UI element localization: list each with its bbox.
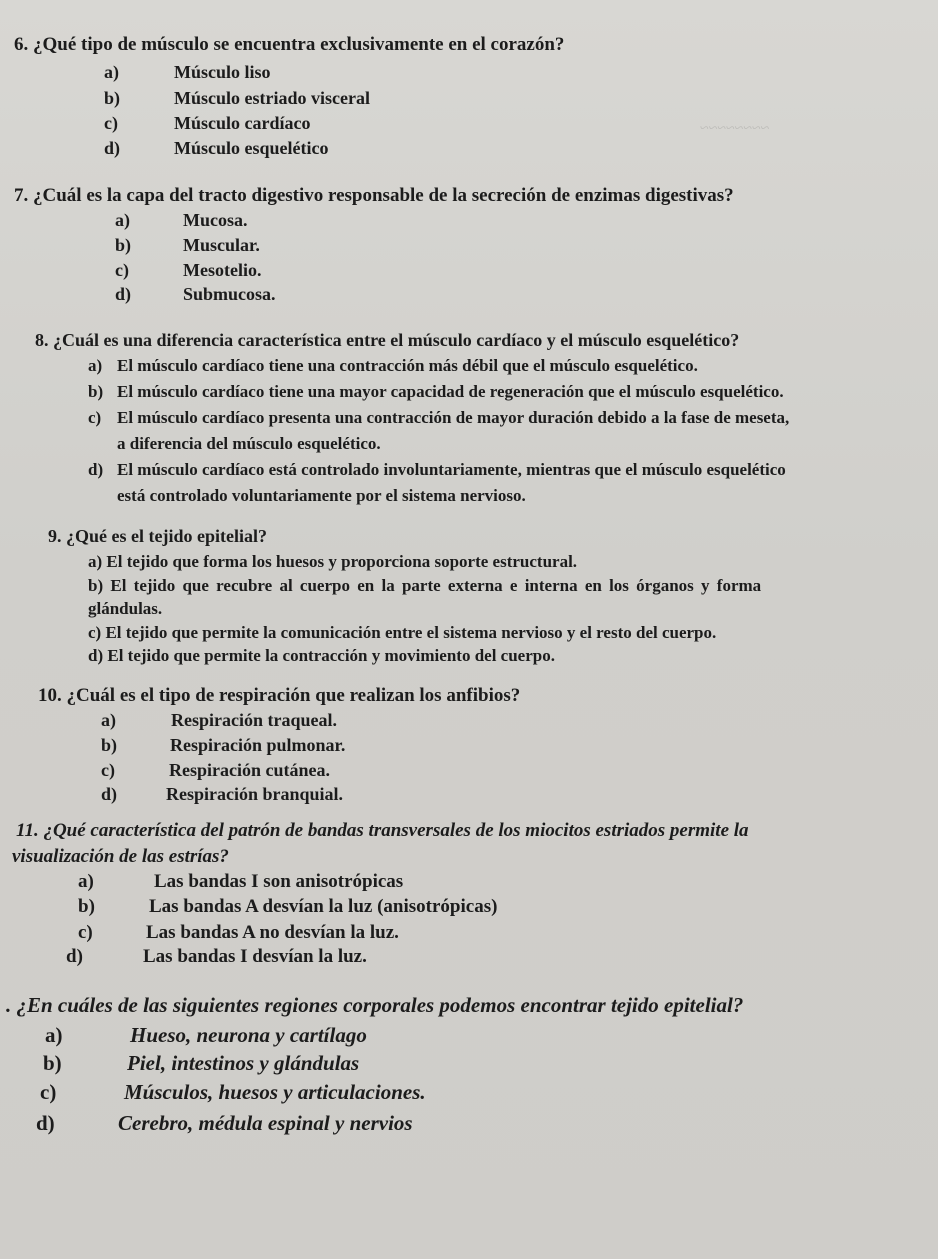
option-text: Músculo esquelético [174,138,329,158]
option-letter: c) [78,922,93,943]
option-text: Piel, intestinos y glándulas [127,1051,360,1075]
option-letter: a) [88,356,103,375]
question-6-number: 6. [14,34,29,55]
option-letter: c) [88,408,102,427]
option-text: Respiración branquial. [166,784,344,804]
question-10 [38,685,520,707]
option-letter: d) [88,460,104,479]
option-text: Músculos, huesos y articulaciones. [124,1080,426,1104]
option-text: Las bandas A desvían la luz (anisotrópicas) [149,896,498,917]
option-text: Hueso, neurona y cartílago [130,1023,367,1047]
option-letter: d) [104,138,121,158]
option-text: Respiración traqueal. [171,710,337,730]
option-letter: b) [43,1051,62,1075]
option-letter: d) [101,784,118,804]
show-through-texture: ~~~~~~~~ [700,120,770,137]
option-letter: a) [104,62,119,82]
option-text: d) El tejido que permite la contracción y movimiento del cuerpo. [88,646,555,665]
option-text: Cerebro, médula espinal y nervios [118,1111,413,1135]
question-7-number: 7. [14,185,29,206]
question-8-number: 8. [35,330,49,350]
option-letter: c) [40,1080,57,1104]
option-letter: b) [115,235,132,255]
option-text: El músculo cardíaco presenta una contracción de mayor duración debido a la fase de meseta, [117,408,790,427]
question-12 [6,993,743,1018]
option-letter: a) [101,710,116,730]
option-text-continued: está controlado voluntariamente por el sistema nervioso. [117,486,526,505]
question-12-text: ¿En cuáles de las siguientes regiones corporales podemos encontrar tejido epitelial? [16,993,744,1017]
option-letter: c) [115,260,129,280]
option-text: El músculo cardíaco tiene una contracción más débil que el músculo esquelético. [117,356,698,375]
option-text: Mucosa. [183,210,248,230]
option-letter: b) [78,896,95,917]
option-text: Las bandas I son anisotrópicas [154,871,404,892]
option-text: Submucosa. [183,284,276,304]
option-text: b) El tejido que recubre al cuerpo en la parte externa e interna en los órganos y forma [88,576,762,595]
option-text: a) El tejido que forma los huesos y proporciona soporte estructural. [88,552,578,571]
option-letter: b) [101,735,118,755]
option-letter: c) [101,760,115,780]
question-7-text: ¿Cuál es la capa del tracto digestivo responsable de la secreción de enzimas digestivas? [33,185,734,206]
option-text-continued: a diferencia del músculo esquelético. [117,434,381,453]
question-8-text: ¿Cuál es una diferencia característica entre el músculo cardíaco y el músculo esquelético? [53,330,740,350]
option-letter: b) [104,88,121,108]
question-7 [14,185,734,207]
question-6-text: ¿Qué tipo de músculo se encuentra exclusivamente en el corazón? [33,34,565,55]
option-letter: b) [88,382,104,401]
option-text: Mesotelio. [183,260,262,280]
question-11-number: 11. [16,820,39,841]
question-9-number: 9. [48,526,62,546]
option-text: El músculo cardíaco está controlado involuntariamente, mientras que el músculo esquelético [117,460,786,479]
option-text-continued: glándulas. [88,599,163,618]
question-8 [35,330,739,351]
option-text: Músculo liso [174,62,271,82]
option-text: El músculo cardíaco tiene una mayor capacidad de regeneración que el músculo esquelético. [117,382,784,401]
option-letter: c) [104,113,118,133]
question-11-text-continued: visualización de las estrías? [12,846,229,867]
question-11-text: ¿Qué característica del patrón de bandas transversales de los miocitos estriados permite la [43,820,749,841]
option-text: Las bandas I desvían la luz. [143,946,367,967]
option-letter: d) [66,946,83,967]
option-letter: a) [115,210,130,230]
question-12-number: . [6,993,12,1017]
option-text: Músculo estriado visceral [174,88,370,108]
question-11 [16,820,749,842]
question-10-text: ¿Cuál es el tipo de respiración que realizan los anfibios? [66,685,521,706]
option-text: Las bandas A no desvían la luz. [146,922,399,943]
option-text: Respiración cutánea. [169,760,330,780]
option-letter: a) [78,871,94,892]
question-9-text: ¿Qué es el tejido epitelial? [66,526,267,546]
option-text: Músculo cardíaco [174,113,311,133]
option-text: Muscular. [183,235,260,255]
option-text: c) El tejido que permite la comunicación entre el sistema nervioso y el resto del cuerpo. [88,623,717,642]
question-10-number: 10. [38,685,62,706]
option-text: Respiración pulmonar. [170,735,346,755]
option-letter: d) [115,284,132,304]
question-6 [14,34,564,56]
question-9 [48,526,267,547]
option-letter: a) [45,1023,63,1047]
option-letter: d) [36,1111,55,1135]
